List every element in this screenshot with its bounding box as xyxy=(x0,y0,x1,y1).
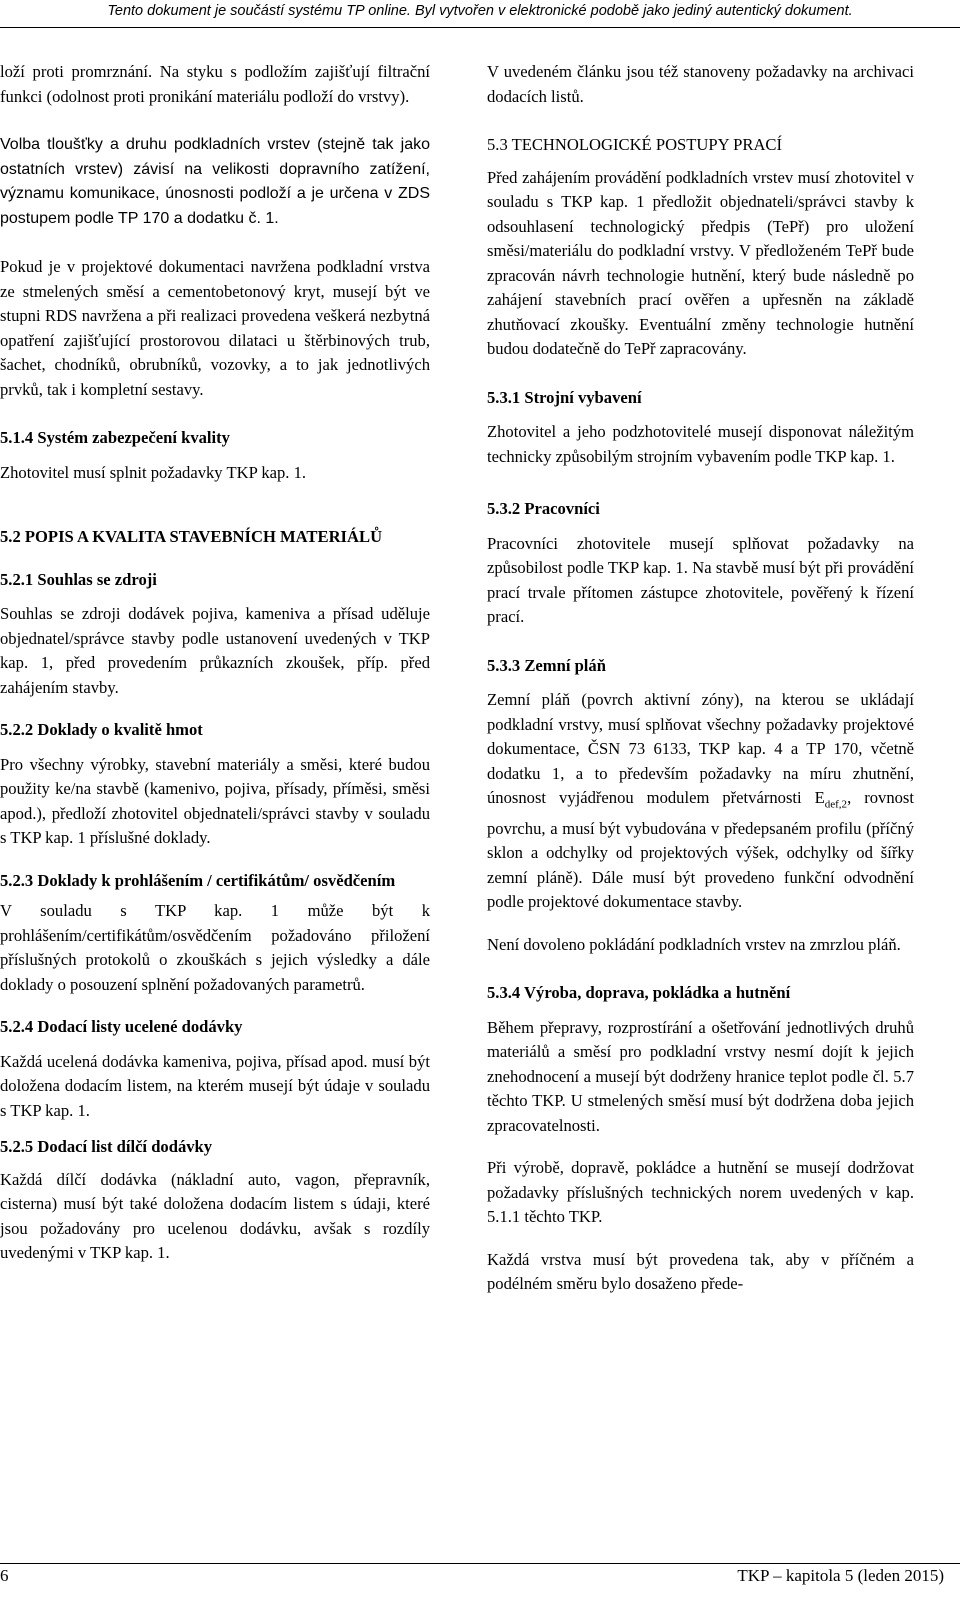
heading-5-3: 5.3 TECHNOLOGICKÉ POSTUPY PRACÍ xyxy=(487,135,783,154)
page-number: 6 xyxy=(0,1566,9,1585)
heading-5-3-1: 5.3.1 Strojní vybavení xyxy=(487,387,642,407)
heading-5-3-3: 5.3.3 Zemní pláň xyxy=(487,655,606,675)
paragraph-5-2-1: Souhlas se zdroji dodávek pojiva, kameniva a přísad uděluje objednatel/správce stavby podle ustanovení uvedených v TKP kap. 1, před provedením průkazních zkoušek, příp. před zahájením stavby. xyxy=(0,604,430,697)
paragraph-5-2-4: Každá ucelená dodávka kameniva, pojiva, přísad apod. musí být doložena dodacím listem, na kterém musejí být údaje v souladu s TKP kap. 1. xyxy=(0,1051,430,1120)
paragraph-5-3-1: Zhotovitel a jeho podzhotovitelé musejí disponovat náležitým technicky způsobilým strojním vybavením podle TKP kap. 1. xyxy=(487,422,914,466)
paragraph-archiving: V uvedeném článku jsou též stanoveny požadavky na archivaci dodacích listů. xyxy=(487,62,914,106)
heading-5-2-4: 5.2.4 Dodací listy ucelené dodávky xyxy=(0,1017,243,1036)
footer-rule xyxy=(0,1563,960,1564)
paragraph-project-documentation: Pokud je v projektové dokumentaci navržena podkladní vrstva ze stmelených směsí a cementobetonový kryt, musejí být ve stupni RDS navržena a při realizaci provedena veškerá nezbytná opatření zajišťující prostorovou dilataci u štěrbinových trub, šachet, chodníků, obrubníků, vozovky, a to jak jednotlivých prvků, tak i kompletní sestavy. xyxy=(0,257,430,399)
paragraph-5-2-2: Pro všechny výrobky, stavební materiály a směsi, které budou použity ke/na stavbě (kamenivo, pojiva, přísady, příměsi, směsi apod.), předloží zhotovitel objednateli/správci stavby v souladu s TKP kap. 1 příslušné doklady. xyxy=(0,754,430,847)
heading-5-2-2: 5.2.2 Doklady o kvalitě hmot xyxy=(0,720,203,739)
heading-5-1-4: 5.1.4 Systém zabezpečení kvality xyxy=(0,428,230,447)
paragraph-5-3-3: Zemní pláň (povrch aktivní zóny), na kterou se ukládají podkladní vrstvy, musí splňovat všechny požadavky projektové dokumentace, ČSN 73 6133, TKP kap. 4 a TP 170, včetně dodatku 1, a to především požadavky na míru zhutnění, únosnost vyjádřenou modulem přetvárnosti $E_{def,2}$, rovnost povrchu, a musí být vybudována v předepsaném profilu (příčný sklon a odchylky od projektových výšek, odchylky od šířky zemní pláně). Dále musí být provedeno funkční odvodnění podle projektové dokumentace stavby. xyxy=(487,690,914,912)
paragraph-5-3-4-layer: Každá vrstva musí být provedena tak, aby v příčném a podélném směru bylo dosaženo přede- xyxy=(487,1249,914,1294)
footer-title: TKP – kapitola 5 (leden 2015) xyxy=(737,1566,944,1585)
left-column xyxy=(0,60,430,1266)
document-banner: Tento dokument je součástí systému TP online. Byl vytvořen v elektronické podobě jako jediný autentický dokument. xyxy=(107,3,853,19)
heading-5-3-4: 5.3.4 Výroba, doprava, pokládka a hutnění xyxy=(487,983,791,1003)
heading-5-2-1: 5.2.1 Souhlas se zdroji xyxy=(0,569,157,589)
paragraph-frozen-subgrade: Není dovoleno pokládání podkladních vrstev na zmrzlou pláň. xyxy=(487,934,901,954)
paragraph-5-3: Před zahájením provádění podkladních vrstev musí zhotovitel v souladu s TKP kap. 1 předložit objednateli/správci stavby k odsouhlasení technologický předpis (TePř) pro uložení směsi/materiálu do podkladní vrstvy. V předloženém TePř bude zpracován návrh technologie hutnění, který bude následně po zahájení stavebních prací ověřen a upřesněn na základě zhutňovací zkoušky. Eventuální změny technologie hutnění budou dodatečně do TePř zapracovány. xyxy=(487,167,914,358)
paragraph-layer-thickness: Volba tloušťky a druhu podkladních vrstev (stejně tak jako ostatních vrstev) závisí na velikosti dopravního zatížení, významu komunikace, únosnosti podloží a je určena v ZDS postupem podle TP 170 a dodatku č. 1. xyxy=(0,136,430,227)
heading-5-2-5: 5.2.5 Dodací list dílčí dodávky xyxy=(0,1137,213,1156)
paragraph-5-3-4-norms: Při výrobě, dopravě, pokládce a hutnění se musejí dodržovat požadavky příslušných technických norem uvedených v kap. 5.1.1 těchto TKP. xyxy=(487,1158,914,1227)
heading-5-3-2: 5.3.2 Pracovníci xyxy=(487,499,600,518)
heading-5-2-3: 5.2.3 Doklady k prohlášením / certifikátům/ osvědčením xyxy=(0,870,396,890)
paragraph-5-1-4: Zhotovitel musí splnit požadavky TKP kap. 1. xyxy=(0,462,307,482)
right-column xyxy=(487,60,914,1297)
paragraph-intro: loží proti promrznání. Na styku s podložím zajišťují filtrační funkci (odolnost proti pronikání materiálu podloží do vrstvy). xyxy=(0,62,430,106)
heading-5-2: 5.2 POPIS A KVALITA STAVEBNÍCH MATERIÁLŮ xyxy=(0,527,383,546)
paragraph-5-3-2: Pracovníci zhotovitele musejí splňovat požadavky na způsobilost podle TKP kap. 1. Na stavbě musí být při provádění prací trvale přítomen zástupce zhotovitele, pověřený k řízení prací. xyxy=(487,533,914,626)
paragraph-5-2-5: Každá dílčí dodávka (nákladní auto, vagon, přepravník, cisterna) musí být také doložena dodacím listem s údaji, které jsou požadovány pro ucelenou dodávku, avšak s rozdíly uvedenými v TKP kap. 1. xyxy=(0,1169,430,1262)
paragraph-5-2-3: V souladu s TKP kap. 1 může být k prohlášením/certifikátům/osvědčením požadováno přiložení příslušných protokolů o zkouškách s jejich výsledky a dále doklady o posouzení splnění požadovaných parametrů. xyxy=(0,901,430,994)
paragraph-5-3-4-transport: Během přepravy, rozprostírání a ošetřování jednotlivých druhů materiálů a směsí pro podkladní vrstvy nesmí dojít k jejich znehodnocení a musejí být dodrženy hranice teplot podle čl. 5.7 těchto TKP. U stmelených směsí musí být dodržena doba jejich zpracovatelnosti. xyxy=(487,1017,914,1135)
header-rule xyxy=(0,27,960,28)
